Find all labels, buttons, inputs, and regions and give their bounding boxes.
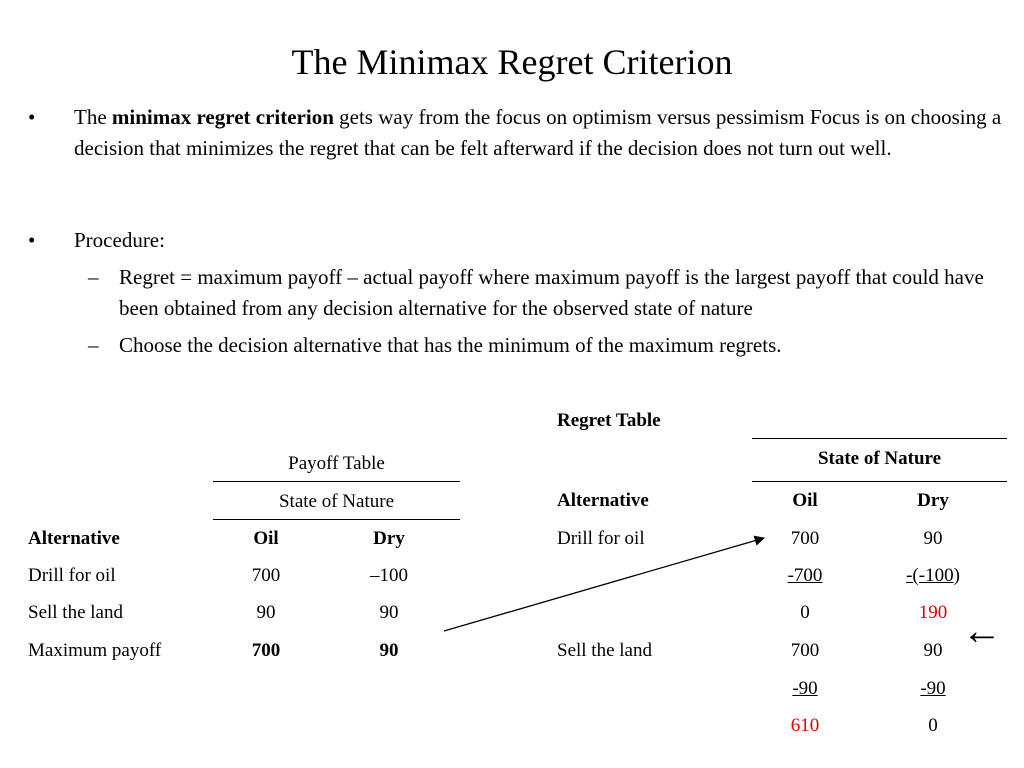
payoff-cell-dry: 90: [379, 640, 399, 661]
regret-sell-value-oil: 610: [790, 715, 820, 736]
bullet-prefix: The: [74, 105, 112, 129]
payoff-col-alternative: Alternative: [28, 528, 120, 549]
regret-col-alternative: Alternative: [557, 490, 649, 511]
regret-col-oil: Oil: [792, 490, 818, 511]
payoff-table-title: Payoff Table: [288, 453, 385, 474]
regret-row-label-drill: Drill for oil: [557, 528, 645, 549]
payoff-cell-oil: 700: [251, 640, 281, 661]
payoff-cell-oil: 90: [256, 602, 276, 623]
regret-sell-value-dry: 0: [928, 715, 938, 736]
bullet-glyph: •: [28, 105, 36, 129]
regret-drill-sub-dry-close: ): [953, 565, 960, 586]
connector-arrow: [444, 538, 764, 631]
payoff-col-oil: Oil: [253, 528, 279, 549]
payoff-cell-oil: 700: [251, 565, 281, 586]
payoff-row-label: Drill for oil: [28, 565, 116, 586]
regret-drill-sub-oil-value: -700: [787, 565, 823, 586]
regret-sell-sub-oil-value: -90: [792, 678, 818, 699]
regret-row-label-sell: Sell the land: [557, 640, 652, 661]
regret-col-dry: Dry: [917, 490, 949, 511]
payoff-col-dry: Dry: [373, 528, 405, 549]
regret-drill-value-dry: 190: [918, 602, 948, 623]
regret-group-header: State of Nature: [817, 448, 942, 469]
bullet-text-procedure: Procedure:: [74, 228, 165, 252]
bullet-glyph: •: [28, 228, 36, 252]
regret-sell-sub-dry-value: -90: [920, 678, 946, 699]
payoff-group-header: State of Nature: [278, 491, 394, 512]
regret-sell-max-dry: 90: [923, 640, 943, 661]
regret-table-title: Regret Table: [557, 410, 661, 431]
payoff-row-label: Maximum payoff: [28, 640, 162, 661]
payoff-cell-dry: 90: [379, 602, 399, 623]
bullet-rest: gets way from the focus on optimism versus pessimism Focus is on choosing a decision that minimizes the regret that can be felt afterward if the decision does not turn out well.: [74, 105, 1002, 160]
dash-glyph: –: [88, 333, 99, 357]
payoff-cell-dry: –100: [370, 565, 408, 586]
sub-text-regret-definition: Regret = maximum payoff – actual payoff where maximum payoff is the largest payoff that could have been obtained from any decision alternative for the observed state of nature: [119, 265, 984, 320]
sub-text-choose: Choose the decision alternative that has the minimum of the maximum regrets.: [119, 333, 782, 357]
regret-drill-value-oil: 0: [800, 602, 810, 623]
regret-drill-sub-dry-value: -(-100: [906, 565, 954, 586]
payoff-row-label: Sell the land: [28, 602, 123, 623]
regret-drill-max-oil: 700: [790, 528, 820, 549]
dash-glyph: –: [88, 265, 99, 289]
slide-title: The Minimax Regret Criterion: [291, 42, 733, 82]
regret-drill-max-dry: 90: [923, 528, 943, 549]
left-arrow-icon: ←: [962, 608, 1002, 653]
bullet-bold-term: minimax regret criterion: [111, 105, 334, 129]
regret-sell-max-oil: 700: [790, 640, 820, 661]
